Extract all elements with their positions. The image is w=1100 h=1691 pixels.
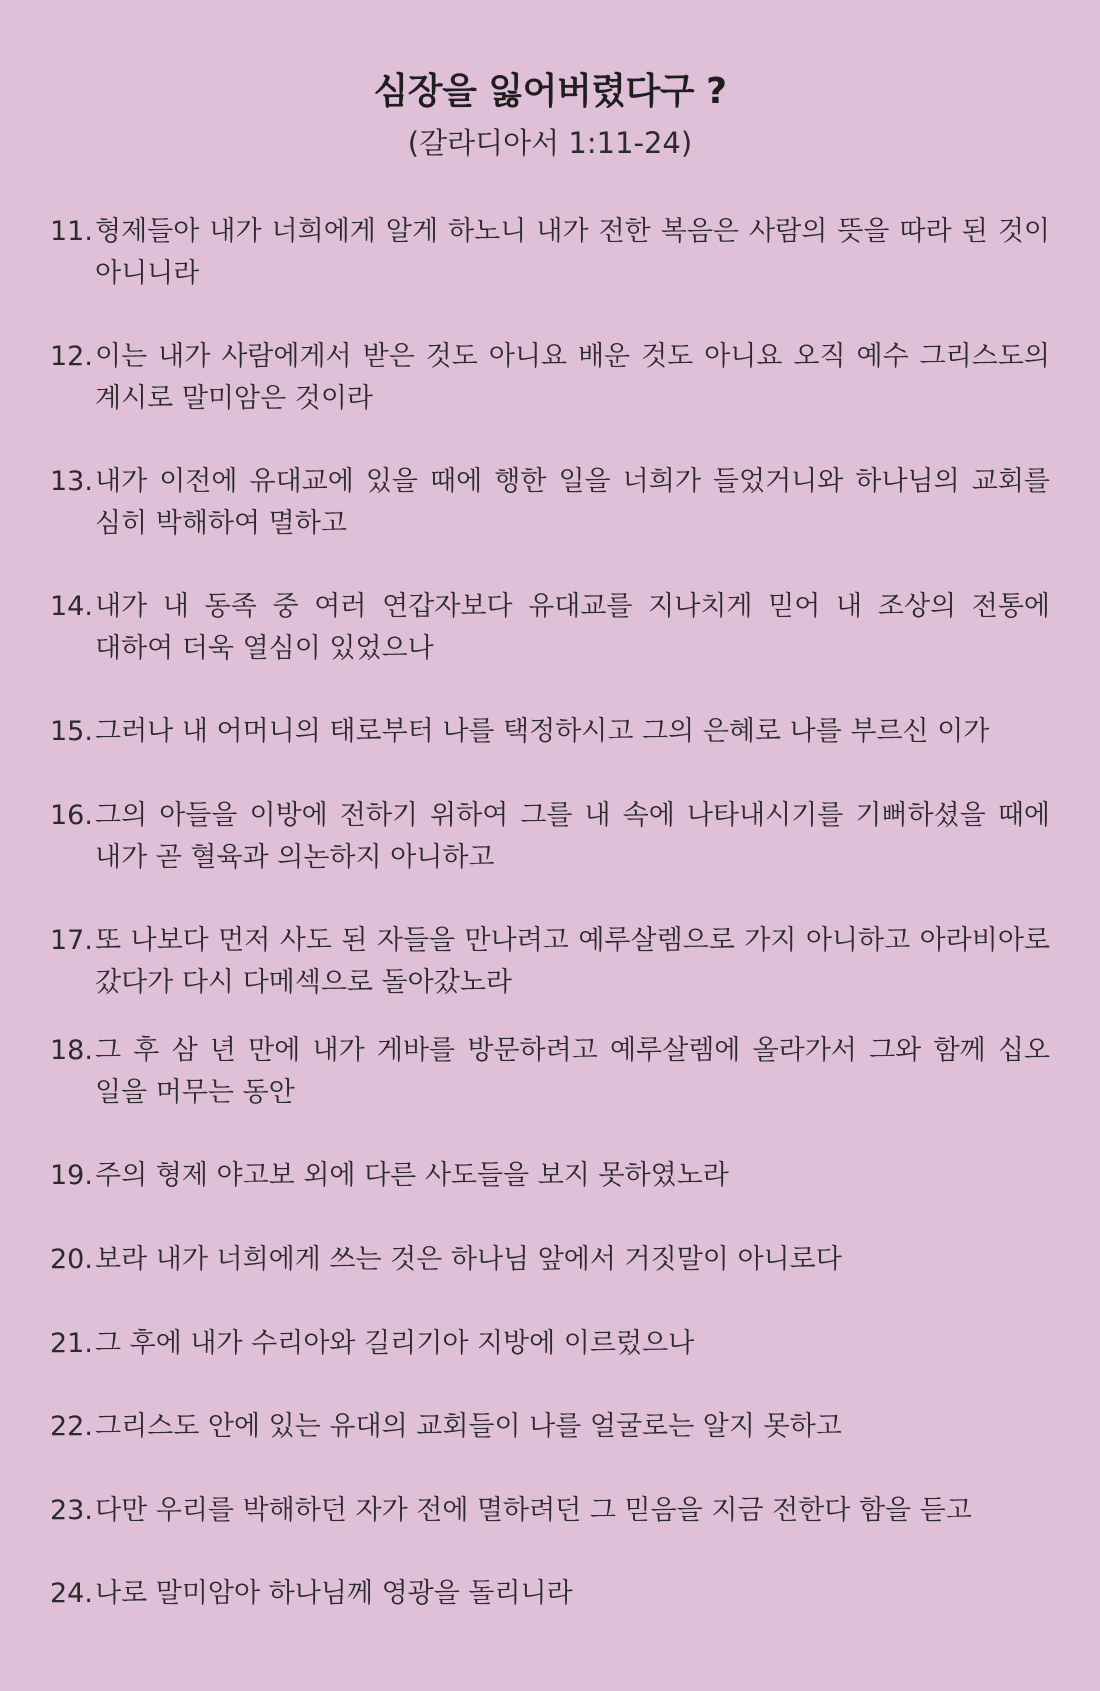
verse-number: 14. — [50, 591, 93, 622]
verse-text: 그의 아들을 이방에 전하기 위하여 그를 내 속에 나타내시기를 기뻐하셨을 때에 내가 곧 혈육과 의논하지 아니하고 — [95, 800, 1050, 873]
verse-12 — [50, 336, 1050, 420]
verse-15 — [50, 711, 1050, 753]
verse-number: 16. — [50, 800, 93, 831]
verse-19 — [50, 1155, 1050, 1197]
verse-text: 또 나보다 먼저 사도 된 자들을 만나려고 예루살렘으로 가지 아니하고 아라비아로 갔다가 다시 다메섹으로 돌아갔노라 — [95, 925, 1050, 998]
verse-text: 내가 이전에 유대교에 있을 때에 행한 일을 너희가 들었거니와 하나님의 교회를 심히 박해하여 멸하고 — [95, 466, 1050, 539]
verse-number: 21. — [50, 1328, 93, 1359]
verse-11 — [50, 211, 1050, 295]
verse-text: 다만 우리를 박해하던 자가 전에 멸하려던 그 믿음을 지금 전한다 함을 듣고 — [95, 1495, 972, 1526]
verse-number: 23. — [50, 1495, 93, 1526]
verse-text: 내가 내 동족 중 여러 연갑자보다 유대교를 지나치게 믿어 내 조상의 전통에 대하여 더욱 열심이 있었으나 — [95, 591, 1050, 664]
verse-number: 19. — [50, 1160, 93, 1191]
verse-text: 보라 내가 너희에게 쓰는 것은 하나님 앞에서 거짓말이 아니로다 — [95, 1244, 842, 1275]
verse-14 — [50, 586, 1050, 670]
verse-number: 15. — [50, 716, 93, 747]
verse-13 — [50, 461, 1050, 545]
verse-16 — [50, 795, 1050, 879]
verse-18 — [50, 1030, 1050, 1114]
verse-text: 그 후에 내가 수리아와 길리기아 지방에 이르렀으나 — [95, 1328, 695, 1359]
verse-number: 22. — [50, 1411, 93, 1442]
scripture-reference: (갈라디아서 1:11-24) — [407, 126, 693, 160]
verse-number: 12. — [50, 341, 93, 372]
verse-number: 18. — [50, 1035, 93, 1066]
verse-24 — [50, 1573, 1050, 1615]
verse-number: 13. — [50, 466, 93, 497]
verse-21 — [50, 1323, 1050, 1365]
verse-text: 그러나 내 어머니의 태로부터 나를 택정하시고 그의 은혜로 나를 부르신 이가 — [95, 716, 990, 747]
verse-text: 이는 내가 사람에게서 받은 것도 아니요 배운 것도 아니요 오직 예수 그리스도의 계시로 말미암은 것이라 — [95, 341, 1050, 414]
verse-text: 나로 말미암아 하나님께 영광을 돌리니라 — [95, 1578, 573, 1609]
verse-text: 그리스도 안에 있는 유대의 교회들이 나를 얼굴로는 알지 못하고 — [95, 1411, 842, 1442]
verse-number: 11. — [50, 216, 93, 247]
page-title: 심장을 잃어버렸다구 ? — [373, 71, 727, 112]
verse-17 — [50, 920, 1050, 1004]
verse-22 — [50, 1406, 1050, 1448]
verse-number: 20. — [50, 1244, 93, 1275]
verse-text: 주의 형제 야고보 외에 다른 사도들을 보지 못하였노라 — [95, 1160, 729, 1191]
verse-text: 형제들아 내가 너희에게 알게 하노니 내가 전한 복음은 사람의 뜻을 따라 된 것이 아니니라 — [95, 216, 1050, 289]
verse-text: 그 후 삼 년 만에 내가 게바를 방문하려고 예루살렘에 올라가서 그와 함께 십오 일을 머무는 동안 — [95, 1035, 1050, 1108]
verse-23 — [50, 1490, 1050, 1532]
verse-20 — [50, 1239, 1050, 1281]
verse-number: 17. — [50, 925, 93, 956]
verse-number: 24. — [50, 1578, 93, 1609]
